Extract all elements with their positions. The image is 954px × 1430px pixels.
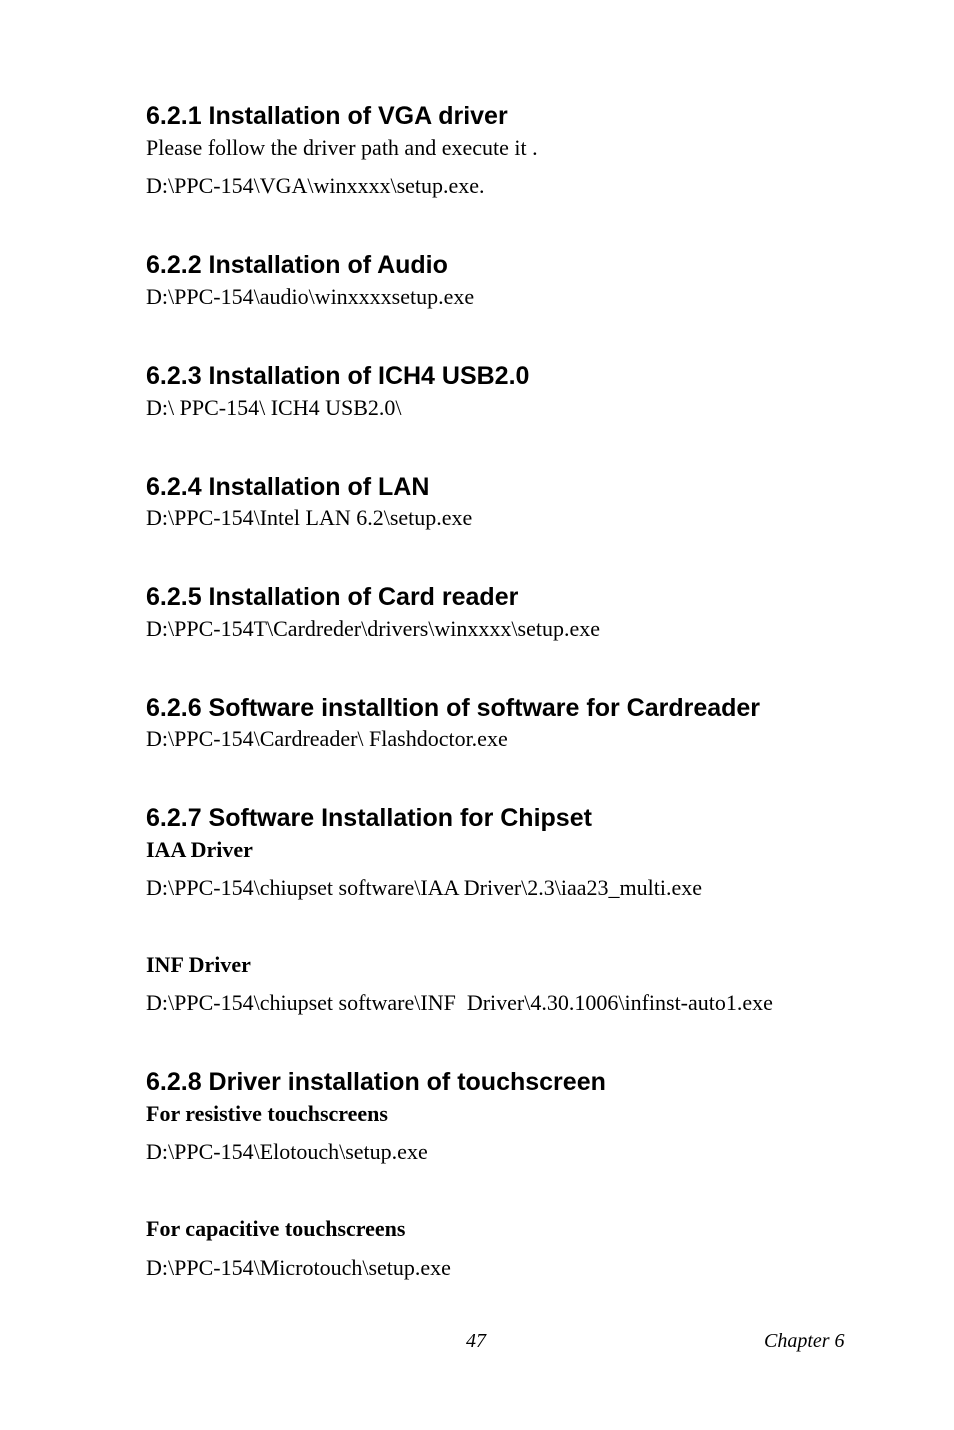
chapter-label: Chapter 6 — [764, 1330, 845, 1352]
subheading-iaa-driver: IAA Driver — [146, 837, 253, 862]
section-path-usb: D:\ PPC-154\ ICH4 USB2.0\ — [146, 395, 402, 420]
section-path-lan: D:\PPC-154\Intel LAN 6.2\setup.exe — [146, 505, 473, 530]
section-text-vga-instruction: Please follow the driver path and execute it . — [146, 135, 538, 160]
path-inf-driver: D:\PPC-154\chiupset software\INF Driver\4.30.1006\infinst-auto1.exe — [146, 990, 773, 1015]
path-iaa-driver: D:\PPC-154\chiupset software\IAA Driver\2.3\iaa23_multi.exe — [146, 875, 703, 900]
section-heading-audio: 6.2.2 Installation of Audio — [146, 251, 448, 279]
page-number: 47 — [466, 1330, 486, 1352]
section-path-card-reader-software: D:\PPC-154\Cardreader\ Flashdoctor.exe — [146, 726, 508, 751]
section-heading-vga: 6.2.1 Installation of VGA driver — [146, 102, 508, 130]
section-path-card-reader: D:\PPC-154T\Cardreder\drivers\winxxxx\setup.exe — [146, 616, 600, 641]
path-resistive-touchscreens: D:\PPC-154\Elotouch\setup.exe — [146, 1139, 428, 1164]
section-path-audio: D:\PPC-154\audio\winxxxxsetup.exe — [146, 284, 475, 309]
section-heading-chipset: 6.2.7 Software Installation for Chipset — [146, 804, 592, 832]
section-heading-usb: 6.2.3 Installation of ICH4 USB2.0 — [146, 362, 530, 390]
subheading-capacitive-touchscreens: For capacitive touchscreens — [146, 1216, 406, 1241]
subheading-inf-driver: INF Driver — [146, 952, 251, 977]
section-heading-touchscreen: 6.2.8 Driver installation of touchscreen — [146, 1068, 606, 1096]
section-heading-lan: 6.2.4 Installation of LAN — [146, 473, 430, 501]
path-capacitive-touchscreens: D:\PPC-154\Microtouch\setup.exe — [146, 1255, 451, 1280]
section-heading-card-reader: 6.2.5 Installation of Card reader — [146, 583, 519, 611]
section-heading-card-reader-software: 6.2.6 Software installtion of software for Cardreader — [146, 694, 761, 722]
section-path-vga: D:\PPC-154\VGA\winxxxx\setup.exe. — [146, 173, 485, 198]
subheading-resistive-touchscreens: For resistive touchscreens — [146, 1101, 388, 1126]
